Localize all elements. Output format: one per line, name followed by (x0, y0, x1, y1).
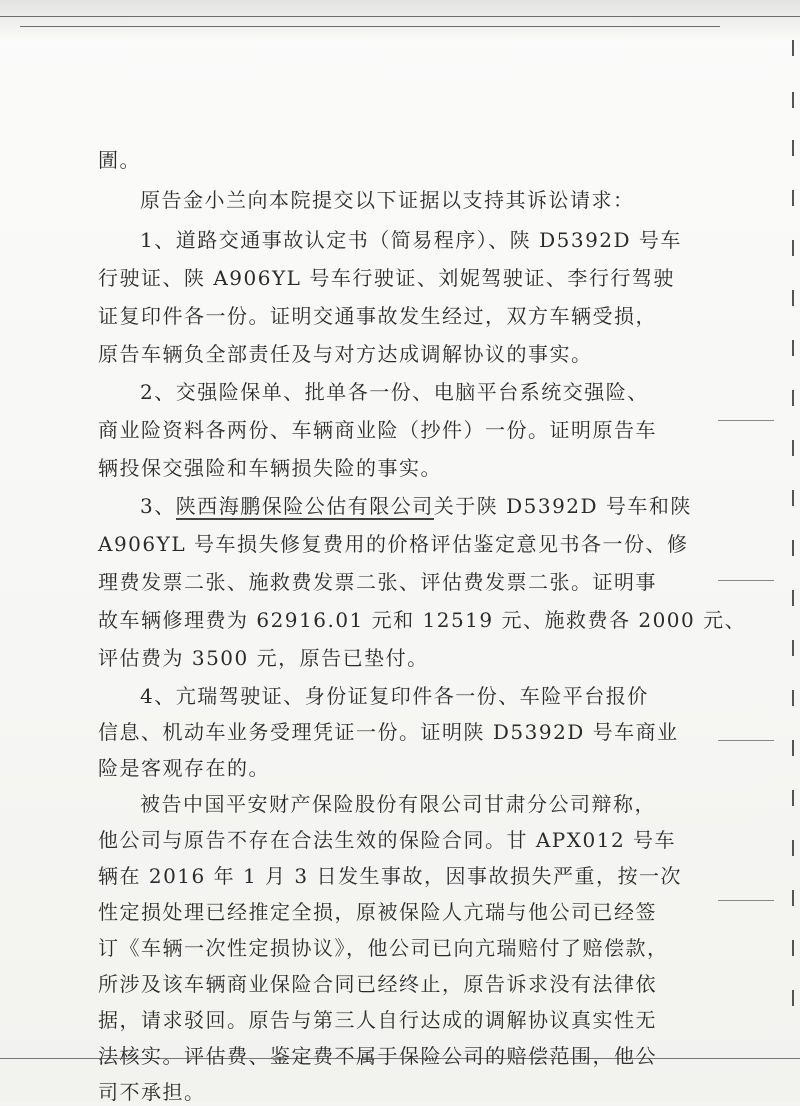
text-line: 订《车辆一次性定损协议》，他公司已向亢瑞赔付了赔偿款， (98, 936, 669, 960)
text-line: 险是客观存在的。 (98, 756, 270, 780)
item-number: 3、 (140, 494, 176, 518)
text-line: 辆投保交强险和车辆损失险的事实。 (98, 456, 442, 480)
text-line: 理费发票二张、施救费发票二张、评估费发票二张。证明事 (98, 570, 657, 594)
text-line: 评估费为 3500 元，原告已垫付。 (98, 646, 429, 670)
text-segment: 关于陕 D5392D 号车和陕 (433, 494, 692, 518)
text-line: 圊。 (98, 148, 141, 172)
text-line: 性定损处理已经推定全损，原被保险人亢瑞与他公司已经签 (98, 900, 657, 924)
text-line: 行驶证、陕 A906YL 号车行驶证、刘妮驾驶证、李行行驾驶 (98, 266, 675, 290)
text-line: 辆在 2016 年 1 月 3 日发生事故，因事故损失严重，按一次 (98, 864, 682, 888)
text-line: 法核实。评估费、鉴定费不属于保险公司的赔偿范围，他公 (98, 1044, 657, 1068)
text-line: A906YL 号车损失修复费用的价格评估鉴定意见书各一份、修 (98, 532, 689, 556)
underlined-company-name: 陕西海鹏保险公估有限公司 (175, 494, 434, 518)
text-line: 被告中国平安财产保险股份有限公司甘肃分公司辩称， (140, 792, 656, 816)
text-line: 据，请求驳回。原告与第三人自行达成的调解协议真实性无 (98, 1008, 657, 1032)
text-line: 原告车辆负全部责任及与对方达成调解协议的事实。 (98, 342, 593, 366)
text-line: 4、亢瑞驾驶证、身份证复印件各一份、车险平台报价 (140, 684, 649, 708)
text-line: 商业险资料各两份、车辆商业险（抄件）一份。证明原告车 (98, 418, 657, 442)
text-line: 他公司与原告不存在合法生效的保险合同。甘 APX012 号车 (98, 828, 677, 852)
text-line: 1、道路交通事故认定书（简易程序）、陕 D5392D 号车 (140, 228, 682, 252)
text-line: 证复印件各一份。证明交通事故发生经过，双方车辆受损， (98, 304, 657, 328)
text-line: 原告金小兰向本院提交以下证据以支持其诉讼请求： (140, 188, 635, 212)
text-line: 司不承担。 (98, 1080, 206, 1104)
text-line (140, 492, 692, 520)
text-line: 2、交强险保单、批单各一份、电脑平台系统交强险、 (140, 380, 649, 404)
text-line: 故车辆修理费为 62916.01 元和 12519 元、施救费各 2000 元、 (98, 608, 747, 632)
text-line: 所涉及该车辆商业保险合同已经终止，原告诉求没有法律依 (98, 972, 657, 996)
text-line: 信息、机动车业务受理凭证一份。证明陕 D5392D 号车商业 (98, 720, 679, 744)
